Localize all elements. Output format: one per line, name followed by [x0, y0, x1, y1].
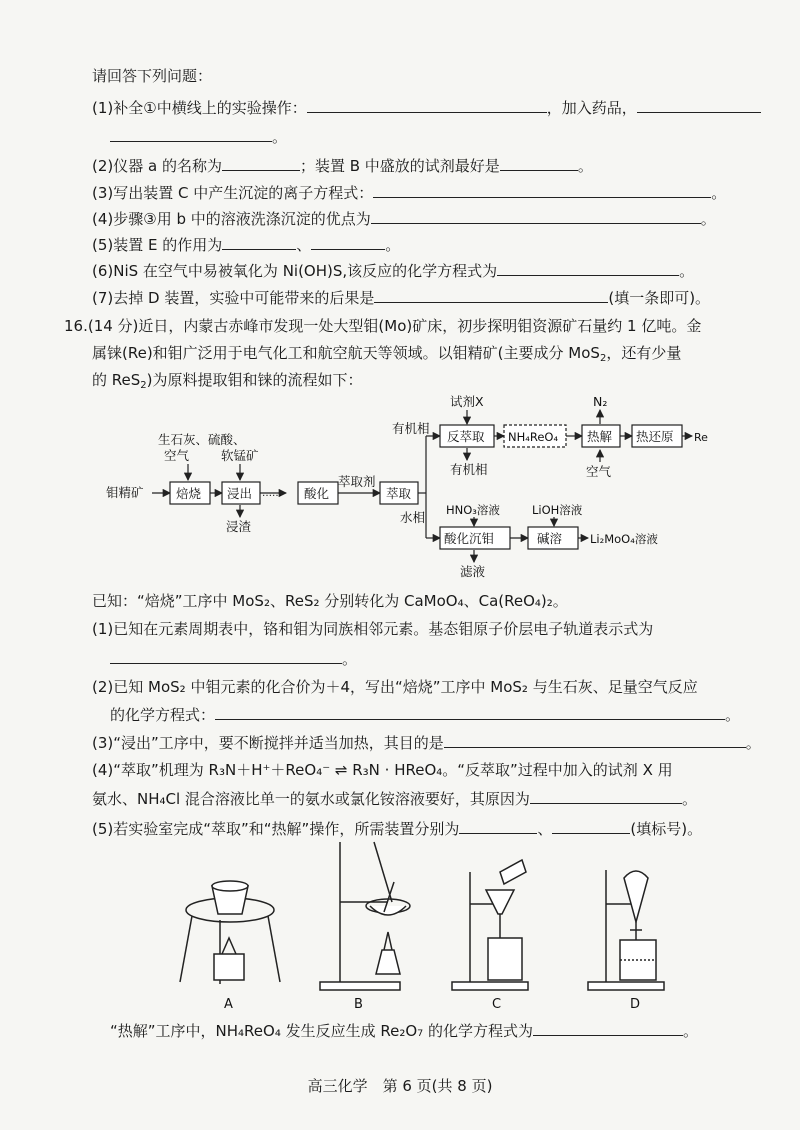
q16-part5: (5)若实验室完成“萃取”和“热解”操作，所需装置分别为 、 (填标号)。: [92, 820, 703, 838]
flow-residue: 浸渣: [226, 519, 252, 534]
flow-organic: 有机相: [392, 421, 430, 436]
apparatus-a: [180, 881, 280, 984]
q15-part1-cont: 。: [110, 126, 287, 147]
flow-filtrate: 滤液: [460, 564, 486, 579]
answer-blank[interactable]: [222, 234, 296, 250]
flow-leach: 浸出: [227, 486, 253, 501]
answer-blank[interactable]: [637, 97, 761, 113]
q16-intro-line2: 属铼(Re)和钼广泛用于电气化工和航空航天等领域。以钼精矿(主要成分 MoS$_2$，还有少量: [92, 344, 682, 364]
answer-blank[interactable]: [459, 818, 537, 834]
flow-organic2: 有机相: [450, 462, 488, 477]
flow-n2: N₂: [593, 394, 608, 409]
flow-reagent-x: 试剂X: [450, 394, 484, 409]
q15-part7: (7)去掉 D 装置，实验中可能带来的后果是 (填一条即可)。: [92, 289, 711, 307]
flow-air: 空气: [586, 464, 612, 479]
flow-back-extract: 反萃取: [447, 429, 485, 444]
label-c: C: [492, 997, 502, 1012]
answer-blank[interactable]: [110, 648, 342, 664]
flow-re: Re: [694, 431, 708, 444]
answer-blank[interactable]: [444, 732, 746, 748]
apparatus-figures: [170, 842, 670, 1017]
flow-acid-precip: 酸化沉钼: [444, 531, 495, 546]
q15-part4: (4)步骤③用 b 中的溶液洗涤沉淀的优点为 。: [92, 210, 716, 228]
answer-blank[interactable]: [311, 234, 385, 250]
q16-part2-line2: 的化学方程式： 。: [110, 706, 741, 724]
label-b: B: [354, 997, 363, 1012]
q16-part2-line1: (2)已知 MoS₂ 中钼元素的化合价为＋4，写出“焙烧”工序中 MoS₂ 与生石灰、足量空气反应: [92, 678, 698, 696]
q15-part3: (3)写出装置 C 中产生沉淀的离子方程式： 。: [92, 184, 727, 202]
flow-li2moo4: Li₂MoO₄溶液: [590, 532, 658, 546]
answer-blank[interactable]: [222, 155, 300, 171]
q16-part4-line1: (4)“萃取”机理为 R₃N＋H⁺＋ReO₄⁻ ⇌ R₃N · HReO₄。“反萃取”过程中加入的试剂 X 用: [92, 761, 673, 779]
flow-acidify: 酸化: [304, 486, 330, 501]
flow-extract: 萃取: [386, 486, 412, 501]
flow-nh4reo4: NH₄ReO₄: [508, 430, 559, 444]
q15-part5: (5)装置 E 的作用为 、 。: [92, 236, 401, 254]
flow-lioh: LiOH溶液: [532, 503, 583, 517]
apparatus-c: [452, 860, 528, 990]
label-a: A: [224, 997, 233, 1012]
answer-blank[interactable]: [497, 260, 679, 276]
flow-alkali-dissolve: 碱溶: [537, 531, 563, 546]
flow-roast-input: 生石灰、硫酸、: [158, 432, 246, 447]
flow-leach-input: 软锰矿: [221, 448, 259, 463]
flow-start: 钼精矿: [106, 485, 144, 500]
flow-roast: 焙烧: [176, 486, 202, 501]
flow-thermal-reduce: 热还原: [636, 429, 674, 444]
q16-part4-line2: 氨水、NH₄Cl 混合溶液比单一的氨水或氯化铵溶液要好，其原因为 。: [92, 790, 697, 808]
q15-part6: (6)NiS 在空气中易被氧化为 Ni(OH)S,该反应的化学方程式为 。: [92, 262, 695, 280]
answer-prompt: 请回答下列问题：: [92, 67, 213, 85]
answer-blank[interactable]: [530, 788, 682, 804]
q16-part1: (1)已知在元素周期表中，铬和钼为同族相邻元素。基态钼原子价层电子轨道表示式为: [92, 620, 654, 638]
answer-blank[interactable]: [500, 155, 578, 171]
answer-blank[interactable]: [373, 182, 711, 198]
q16-intro-line3: 的 ReS$_2$)为原料提取钼和铼的流程如下：: [92, 371, 363, 391]
answer-blank[interactable]: [371, 208, 701, 224]
q16-part3: (3)“浸出”工序中，要不断搅拌并适当加热，其目的是 。: [92, 734, 761, 752]
q16-part5-pyrolysis: “热解”工序中，NH₄ReO₄ 发生反应生成 Re₂O₇ 的化学方程式为 。: [110, 1022, 698, 1040]
flow-extractant: 萃取剂: [338, 474, 376, 489]
flow-roast-input2: 空气: [164, 448, 190, 463]
q16-intro-line1: 16.(14 分)近日，内蒙古赤峰市发现一处大型钼(Mo)矿床，初步探明钼资源矿石量约 1 亿吨。金: [64, 317, 702, 335]
apparatus-b: [320, 842, 410, 990]
label-d: D: [630, 997, 641, 1012]
apparatus-d: [588, 870, 664, 990]
q15-part2: (2)仪器 a 的名称为 ；装置 B 中盛放的试剂最好是 。: [92, 157, 593, 175]
flow-hno3: HNO₃溶液: [446, 503, 500, 517]
q15-part1: (1)补全①中横线上的实验操作： ，加入药品，: [92, 97, 761, 118]
answer-blank[interactable]: [533, 1020, 683, 1036]
flow-dots: ……: [262, 488, 282, 499]
answer-blank[interactable]: [215, 704, 725, 720]
flow-pyrolysis: 热解: [587, 429, 613, 444]
q16-known: 已知：“焙烧”工序中 MoS₂、ReS₂ 分别转化为 CaMoO₄、Ca(ReO₄)₂。: [92, 592, 568, 610]
answer-blank[interactable]: [110, 126, 272, 142]
process-flowchart: [100, 392, 708, 587]
page-footer: 高三化学 第 6 页(共 8 页): [307, 1077, 493, 1095]
answer-blank[interactable]: [374, 287, 608, 303]
flow-aqueous: 水相: [400, 510, 426, 525]
answer-blank[interactable]: [552, 818, 630, 834]
q16-part1-cont: 。: [110, 648, 357, 669]
answer-blank[interactable]: [307, 97, 547, 113]
